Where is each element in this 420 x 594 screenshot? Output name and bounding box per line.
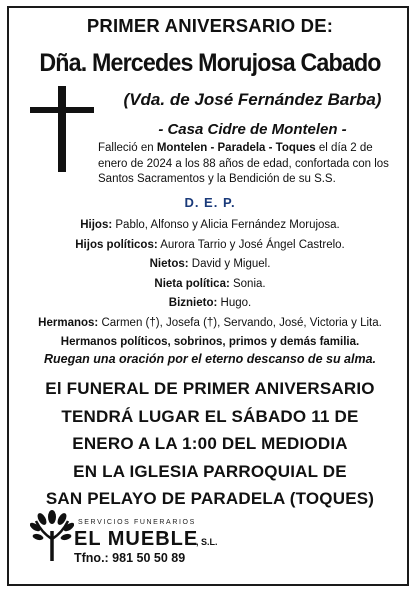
- intro-text-1: Falleció en: [98, 142, 157, 154]
- funeral-line: El FUNERAL DE PRIMER ANIVERSARIO: [45, 379, 375, 398]
- relative-row-hermanos: [0, 314, 420, 334]
- deceased-name: Dña. Mercedes Morujosa Cabado: [39, 49, 381, 77]
- funeral-line: EN LA IGLESIA PARROQUIAL DE: [73, 461, 347, 481]
- logo-brand: EL MUEBLE: [74, 528, 199, 550]
- notice-header: PRIMER ANIVERSARIO DE:: [86, 15, 334, 36]
- funeral-line: ENERO A LA 1:00 DEL MEDIODIA: [72, 434, 348, 453]
- intro-place: Montelen - Paradela - Toques: [156, 142, 316, 154]
- relative-names: Hugo.: [217, 297, 252, 309]
- relative-label: Nietos:: [149, 258, 189, 270]
- prayer-request: Ruegan una oración por el eterno descanso de su alma.: [43, 352, 377, 366]
- dep-heading: D. E. P.: [184, 195, 236, 210]
- logo-services: SERVICIOS FUNERARIOS: [78, 519, 196, 526]
- logo-phone: Tfno.: 981 50 50 89: [74, 551, 186, 565]
- other-family: Hermanos políticos, sobrinos, primos y demás familia.: [60, 336, 360, 348]
- logo-suffix: , S.L.: [196, 537, 218, 547]
- relatives-list: [0, 216, 420, 353]
- relative-names: Carmen (†), Josefa (†), Servando, José, Victoria y Lita.: [98, 316, 382, 329]
- relative-label: Biznieto:: [168, 297, 218, 309]
- funeral-line: SAN PELAYO DE PARADELA (TOQUES): [45, 489, 375, 508]
- home-name: - Casa Cidre de Montelen -: [158, 121, 347, 138]
- relative-names: David y Miguel.: [188, 258, 271, 270]
- relative-names: Sonia.: [229, 277, 266, 290]
- relative-label: Hijos políticos:: [75, 238, 158, 251]
- relative-label: Nieta política:: [154, 277, 230, 290]
- relative-names: Pablo, Alfonso y Alicia Fernández Morujosa.: [112, 219, 340, 231]
- relative-row-nieta-politica: [0, 275, 420, 295]
- relative-row-hijos: [0, 216, 420, 236]
- relative-row-hijos-politicos: [0, 236, 420, 256]
- relative-label: Hermanos:: [38, 316, 99, 329]
- intro-text-2: el día 2 de enero de 2024 a los 88 años de edad, confortada con los Santos Sacramentos y la Bendición de su S.S.: [98, 142, 389, 185]
- widow-of: (Vda. de José Fernández Barba): [123, 90, 382, 109]
- relative-row-nietos: [0, 255, 420, 275]
- funeral-announcement: [0, 375, 420, 513]
- tree-icon: [30, 509, 74, 561]
- relative-row-biznieto: [0, 294, 420, 314]
- funeral-line: TENDRÁ LUGAR EL SÁBADO 11 DE: [61, 406, 359, 426]
- funeral-home-logo: [30, 505, 230, 575]
- relative-names: Aurora Tarrio y José Ángel Castrelo.: [157, 238, 345, 251]
- death-announcement: [98, 141, 398, 188]
- relative-label: Hijos:: [80, 219, 113, 231]
